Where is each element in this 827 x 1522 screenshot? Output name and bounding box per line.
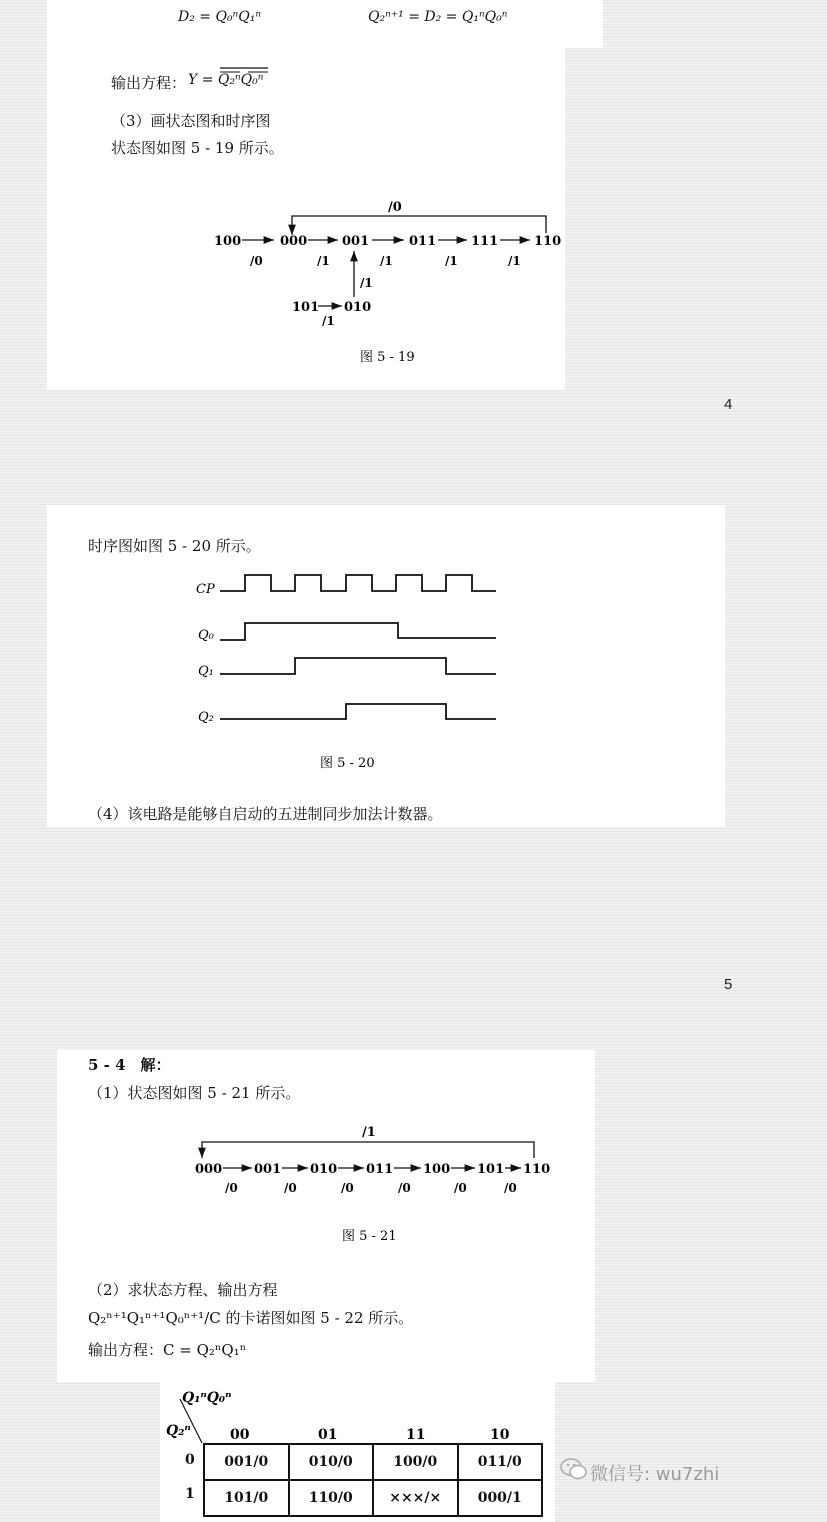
watermark: 微信号: wu7zhi xyxy=(590,1464,720,1485)
kmap-row-header: 1 xyxy=(185,1486,195,1502)
fig21-state: 110 xyxy=(523,1162,551,1177)
kmap-col-header: 11 xyxy=(406,1427,426,1443)
fig19-state: 110 xyxy=(534,234,562,249)
kmap-cell: ×××/× xyxy=(373,1480,458,1516)
kmap-row xyxy=(204,1444,542,1480)
kmap-row-header: 0 xyxy=(185,1452,195,1468)
signal-label-q2: Q₂ xyxy=(198,710,214,725)
fig19-top-label: /0 xyxy=(388,200,402,215)
fig21-state: 101 xyxy=(477,1162,505,1177)
q1-waveform xyxy=(220,658,496,674)
kmap-cell: 000/1 xyxy=(458,1480,543,1516)
problem-heading: 5 - 4 解： xyxy=(88,1056,171,1074)
kmap-col-header: 01 xyxy=(318,1427,338,1443)
equation-d2-right: Q₂ⁿ⁺¹ = D₂ = Q₁ⁿQ₀ⁿ xyxy=(368,9,508,25)
kmap-col-header: 00 xyxy=(230,1427,250,1443)
kmap-col-var: Q₁ⁿQ₀ⁿ xyxy=(182,1390,232,1406)
fig19-state: 111 xyxy=(471,234,499,249)
fig21-caption: 图 5 - 21 xyxy=(342,1229,397,1244)
output-equation-y: Y = Q₂ⁿQ₀ⁿ xyxy=(188,72,264,88)
timing-diagram-fig-5-20 xyxy=(190,565,510,780)
kmap-cell: 101/0 xyxy=(204,1480,289,1516)
fig19-label: /0 xyxy=(250,254,263,268)
fig19-state: 000 xyxy=(280,234,308,249)
state-diagram-fig-5-19 xyxy=(200,195,580,370)
output-equation-c: 输出方程：C = Q₂ⁿQ₁ⁿ xyxy=(88,1341,247,1359)
conclusion-text: （4）该电路是能够自启动的五进制同步加法计数器。 xyxy=(88,805,443,823)
output-equation-label: 输出方程： xyxy=(111,74,187,92)
kmap-corner xyxy=(160,1385,540,1445)
fig19-state: 011 xyxy=(409,234,437,249)
kmap-row-var: Q₂ⁿ xyxy=(166,1423,191,1439)
cp-waveform xyxy=(220,575,496,591)
fig21-state: 001 xyxy=(254,1162,282,1177)
fig21-label: /0 xyxy=(398,1181,411,1195)
fig21-top-label: /1 xyxy=(362,1125,376,1140)
fig19-caption: 图 5 - 19 xyxy=(360,350,415,365)
fig19-state: 010 xyxy=(344,300,372,315)
overline-icon xyxy=(218,66,270,74)
fig21-state: 011 xyxy=(366,1162,394,1177)
fig19-label: /1 xyxy=(322,314,335,328)
fig21-state: 010 xyxy=(310,1162,338,1177)
fig21-label: /0 xyxy=(284,1181,297,1195)
fig19-label: /1 xyxy=(317,254,330,268)
step-1-text: （1）状态图如图 5 - 21 所示。 xyxy=(88,1084,301,1102)
timing-diagram-intro: 时序图如图 5 - 20 所示。 xyxy=(88,537,261,555)
step-2-text: （2）求状态方程、输出方程 xyxy=(88,1281,278,1299)
kmap-cell: 100/0 xyxy=(373,1444,458,1480)
signal-label-cp: CP xyxy=(196,582,215,597)
q2-waveform xyxy=(220,704,496,719)
equation-d2-left: D₂ = Q₀ⁿQ₁ⁿ xyxy=(178,9,261,25)
kmap-row xyxy=(204,1480,542,1516)
page-number: 4 xyxy=(724,396,733,413)
signal-label-q1: Q₁ xyxy=(198,664,214,679)
fig21-state: 000 xyxy=(195,1162,223,1177)
kmap-cell: 001/0 xyxy=(204,1444,289,1480)
state-diagram-fig-5-21 xyxy=(190,1118,560,1248)
page-panel-1 xyxy=(47,0,603,48)
karnaugh-map-table xyxy=(203,1443,543,1517)
kmap-cell: 110/0 xyxy=(289,1480,374,1516)
signal-label-q0: Q₀ xyxy=(198,628,214,643)
fig19-label: /1 xyxy=(508,254,521,268)
fig20-caption: 图 5 - 20 xyxy=(320,756,375,771)
fig21-label: /0 xyxy=(225,1181,238,1195)
fig21-label: /0 xyxy=(504,1181,517,1195)
fig21-state: 100 xyxy=(423,1162,451,1177)
kmap-cell: 011/0 xyxy=(458,1444,543,1480)
fig19-state: 100 xyxy=(214,234,242,249)
fig19-state: 101 xyxy=(292,300,320,315)
kmap-cell: 010/0 xyxy=(289,1444,374,1480)
kmap-col-header: 10 xyxy=(490,1427,510,1443)
fig19-state: 001 xyxy=(342,234,370,249)
step-3-heading: （3）画状态图和时序图 xyxy=(111,112,271,130)
fig19-label: /1 xyxy=(445,254,458,268)
fig21-label: /0 xyxy=(454,1181,467,1195)
fig19-label: /1 xyxy=(360,276,373,290)
page-number: 5 xyxy=(724,976,733,993)
wechat-logo-icon xyxy=(560,1456,588,1482)
kmap-intro: Q₂ⁿ⁺¹Q₁ⁿ⁺¹Q₀ⁿ⁺¹/C 的卡诺图如图 5 - 22 所示。 xyxy=(88,1309,414,1327)
q0-waveform xyxy=(220,623,496,640)
state-diagram-intro: 状态图如图 5 - 19 所示。 xyxy=(111,139,284,157)
fig21-label: /0 xyxy=(341,1181,354,1195)
fig19-label: /1 xyxy=(380,254,393,268)
